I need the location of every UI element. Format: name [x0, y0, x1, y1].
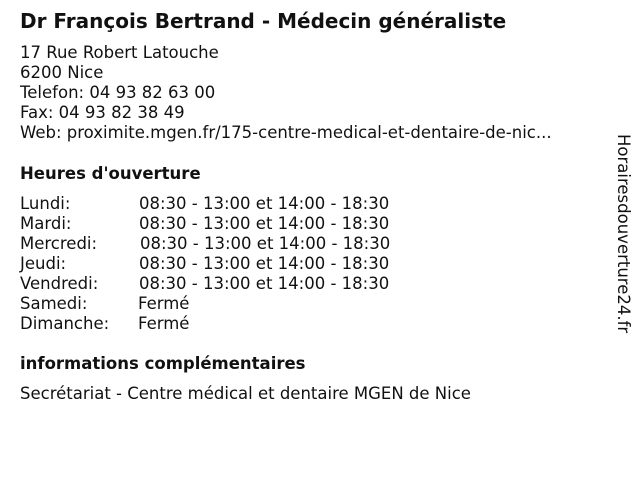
- website-link[interactable]: Web: proximite.mgen.fr/175-centre-medical-et-dentaire-de-nic...: [20, 123, 552, 142]
- address-street: 17 Rue Robert Latouche: [20, 43, 219, 62]
- hours-value: 08:30 - 13:00 et 14:00 - 18:30: [139, 274, 390, 293]
- day-label: Lundi:: [20, 194, 71, 213]
- hours-row-monday: [20, 194, 440, 214]
- hours-row-sunday: [20, 314, 440, 334]
- day-label: Samedi:: [20, 294, 88, 313]
- page-title: Dr François Bertrand - Médecin généraliste: [20, 9, 507, 33]
- fax-number: Fax: 04 93 82 38 49: [20, 103, 185, 122]
- address-city: 6200 Nice: [20, 63, 104, 82]
- day-label: Dimanche:: [20, 314, 110, 333]
- day-label: Mercredi:: [20, 234, 98, 253]
- hours-row-thursday: [20, 254, 440, 274]
- hours-heading: Heures d'ouverture: [20, 164, 201, 183]
- site-watermark: Horairesdouverture24.fr: [614, 134, 633, 334]
- info-text: Secrétariat - Centre médical et dentaire MGEN de Nice: [20, 384, 471, 403]
- day-label: Vendredi:: [20, 274, 99, 293]
- opening-hours-table: [20, 194, 440, 334]
- hours-value: Fermé: [138, 314, 190, 333]
- hours-value: 08:30 - 13:00 et 14:00 - 18:30: [139, 194, 390, 213]
- day-label: Mardi:: [20, 214, 72, 233]
- day-label: Jeudi:: [20, 254, 67, 273]
- hours-row-wednesday: [20, 234, 440, 254]
- hours-row-friday: [20, 274, 440, 294]
- hours-row-tuesday: [20, 214, 440, 234]
- hours-value: 08:30 - 13:00 et 14:00 - 18:30: [139, 254, 390, 273]
- address-block: [20, 43, 552, 143]
- hours-value: 08:30 - 13:00 et 14:00 - 18:30: [140, 234, 391, 253]
- hours-row-saturday: [20, 294, 440, 314]
- info-heading: informations complémentaires: [20, 354, 306, 373]
- phone-number: Telefon: 04 93 82 63 00: [20, 83, 216, 102]
- hours-value: 08:30 - 13:00 et 14:00 - 18:30: [139, 214, 390, 233]
- hours-value: Fermé: [138, 294, 190, 313]
